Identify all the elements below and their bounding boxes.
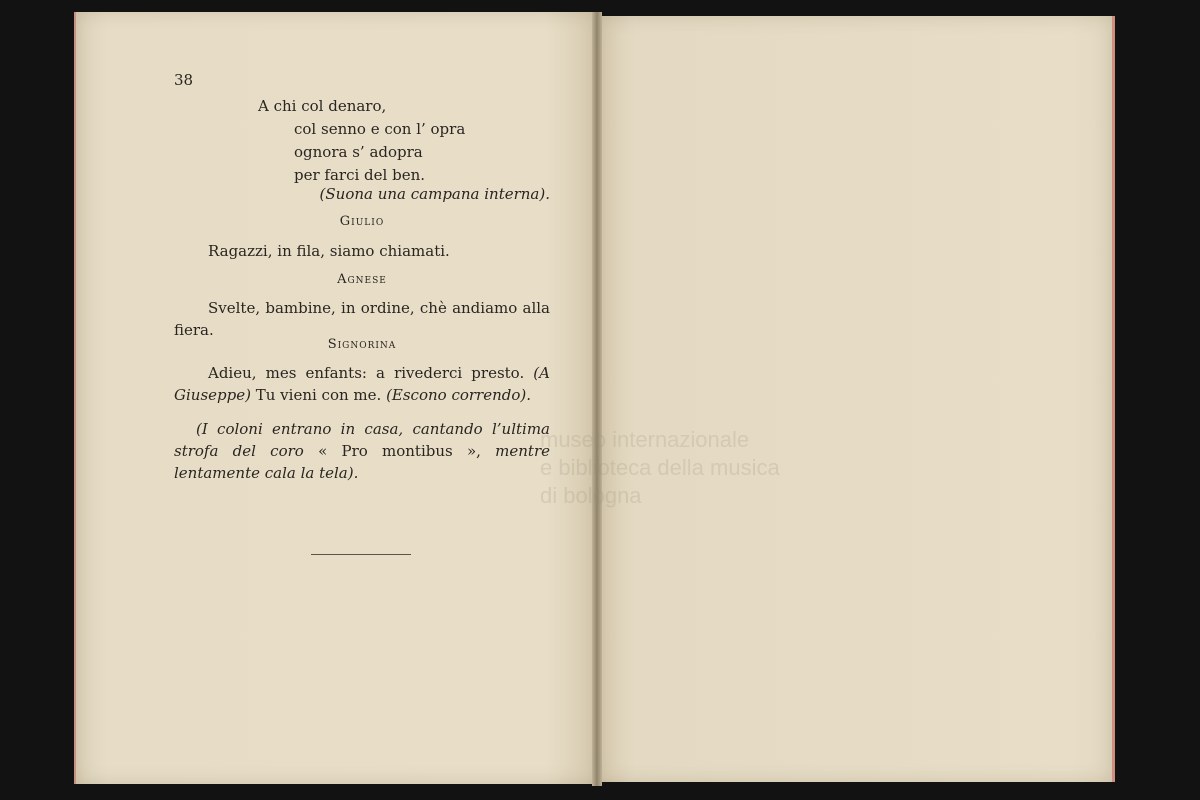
- watermark-line: museo internazionale: [540, 427, 750, 452]
- stage-direction-text: (I coloni entrano in casa, cantando l’ultima strofa del coro: [174, 420, 550, 460]
- verse-line: ognora s’ adopra: [294, 143, 423, 161]
- verse-line: col senno e con l’ opra: [294, 120, 466, 138]
- dialogue-line: Ragazzi, in fila, siamo chiamati.: [208, 242, 450, 260]
- right-page-blank: [598, 16, 1115, 782]
- verse-line: A chi col denaro,: [258, 97, 387, 115]
- dialogue-text: Tu vieni con me.: [255, 386, 382, 404]
- watermark-line: e biblioteca della musica: [540, 455, 780, 480]
- final-stage-direction: [174, 418, 550, 484]
- speaker-name: Agnese: [337, 272, 387, 287]
- speaker-name: Giulio: [339, 214, 385, 229]
- stage-direction-inline: (Escono correndo).: [386, 386, 532, 404]
- dialogue-text: Adieu, mes enfants: a rivederci presto.: [208, 364, 525, 382]
- verse-block: [174, 95, 554, 187]
- choir-title: « Pro montibus »,: [318, 442, 481, 460]
- dialogue-line: [174, 362, 550, 406]
- stage-direction: (Suona una campana interna).: [319, 185, 550, 203]
- stage-direction-inline: (A Giuseppe): [174, 364, 550, 404]
- speaker-name: Signorina: [327, 337, 397, 352]
- stage-direction-text: mentre lentamente cala la tela).: [174, 442, 550, 482]
- watermark-line: di bologna: [540, 483, 642, 508]
- end-rule: [311, 554, 411, 555]
- verse-line: per farci del ben.: [294, 166, 426, 184]
- page-number: 38: [174, 71, 194, 89]
- book-gutter: [592, 12, 602, 786]
- dialogue-line: Svelte, bambine, in ordine, chè andiamo alla fiera.: [174, 299, 550, 339]
